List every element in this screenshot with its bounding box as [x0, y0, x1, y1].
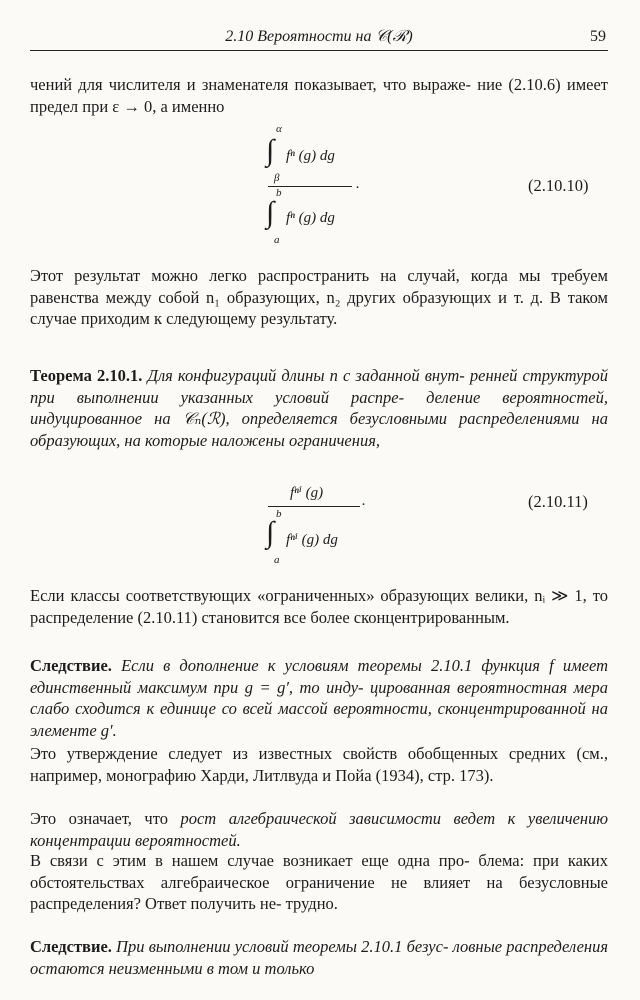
corollary-text: Если в дополнение к условиям теоремы 2.10.1 функция f имеет единственный максимум при g = g′, то инду- цированная вероятностная мера слабо сходится к единице со всей массой вероятности, сконцентрированной на элементе g′. — [30, 656, 608, 740]
corollary-label: Следствие. — [30, 937, 112, 956]
theorem-label: Теорема 2.10.1. — [30, 366, 143, 385]
theorem — [30, 365, 608, 451]
paragraph-3: Если классы соответствующих «ограниченных» образующих велики, nᵢ ≫ 1, то распределение (2.10.11) становится все более сконцентрированным. — [30, 586, 608, 627]
fraction-bar — [268, 506, 360, 507]
paragraph-5 — [30, 808, 608, 851]
equation-dot: . — [362, 493, 366, 509]
numerator-integrand: fⁿ (g) dg — [286, 148, 335, 164]
section-title: 2.10 Вероятности на 𝒞(ℛ) — [225, 28, 413, 45]
denominator-integrand: fⁿⁱ (g) dg — [286, 532, 338, 548]
lower-limit: a — [274, 554, 280, 566]
running-head — [30, 28, 608, 51]
equation-dot: . — [356, 176, 360, 192]
paragraph-5-lead: Это означает, что — [30, 809, 168, 828]
paragraph-2: Этот результат можно легко распространить на случай, когда мы требуем равенства между собой n₁ образующих, n₂ других образующих и т. д. В таком случае приходим к следующему результату. — [30, 266, 608, 328]
corollary-1 — [30, 655, 608, 741]
upper-limit: b — [276, 508, 282, 520]
page-number: 59 — [590, 28, 606, 45]
upper-limit: α — [276, 123, 282, 135]
lower-limit: β — [274, 172, 280, 184]
integral-sign: ∫ — [266, 196, 275, 229]
paragraph-5-italic: рост алгебраической зависимости ведет к увеличению концентрации вероятностей. — [30, 809, 608, 850]
paragraph-4: Это утверждение следует из известных свойств обобщенных средних (см., например, монографию Харди, Литлвуда и Пойа (1934), стр. 173). — [30, 744, 608, 785]
paragraph-1: чений для числителя и знаменателя показывает, что выраже- ние (2.10.6) имеет предел при ε → 0, а именно — [30, 75, 608, 116]
integral-sign: ∫ — [266, 134, 275, 167]
corollary-text: При выполнении условий теоремы 2.10.1 безус- ловные распределения остаются неизменными в том и только — [30, 937, 609, 978]
lower-limit: a — [274, 234, 280, 246]
numerator: fⁿⁱ (g) — [290, 485, 324, 501]
equation-number: (2.10.11) — [528, 492, 588, 511]
integral-sign: ∫ — [266, 516, 275, 549]
paragraph-6: В связи с этим в нашем случае возникает еще одна про- блема: при каких обстоятельствах алгебраическое ограничение не влияет на безусловные распределения? Ответ получить не- трудно. — [30, 851, 608, 913]
corollary-label: Следствие. — [30, 656, 112, 675]
equation-number: (2.10.10) — [528, 176, 589, 195]
theorem-text: Для конфигураций длины n с заданной внут- ренней структурой при выполнении указанных условий распре- деление вероятностей, индуцированное на 𝒞ₙ(ℛ), определяется безусловными распределениями на образующих, на которые наложены ограничения, — [30, 366, 608, 450]
denominator-integrand: fⁿ (g) dg — [286, 210, 335, 226]
upper-limit: b — [276, 187, 282, 199]
corollary-2 — [30, 936, 608, 979]
